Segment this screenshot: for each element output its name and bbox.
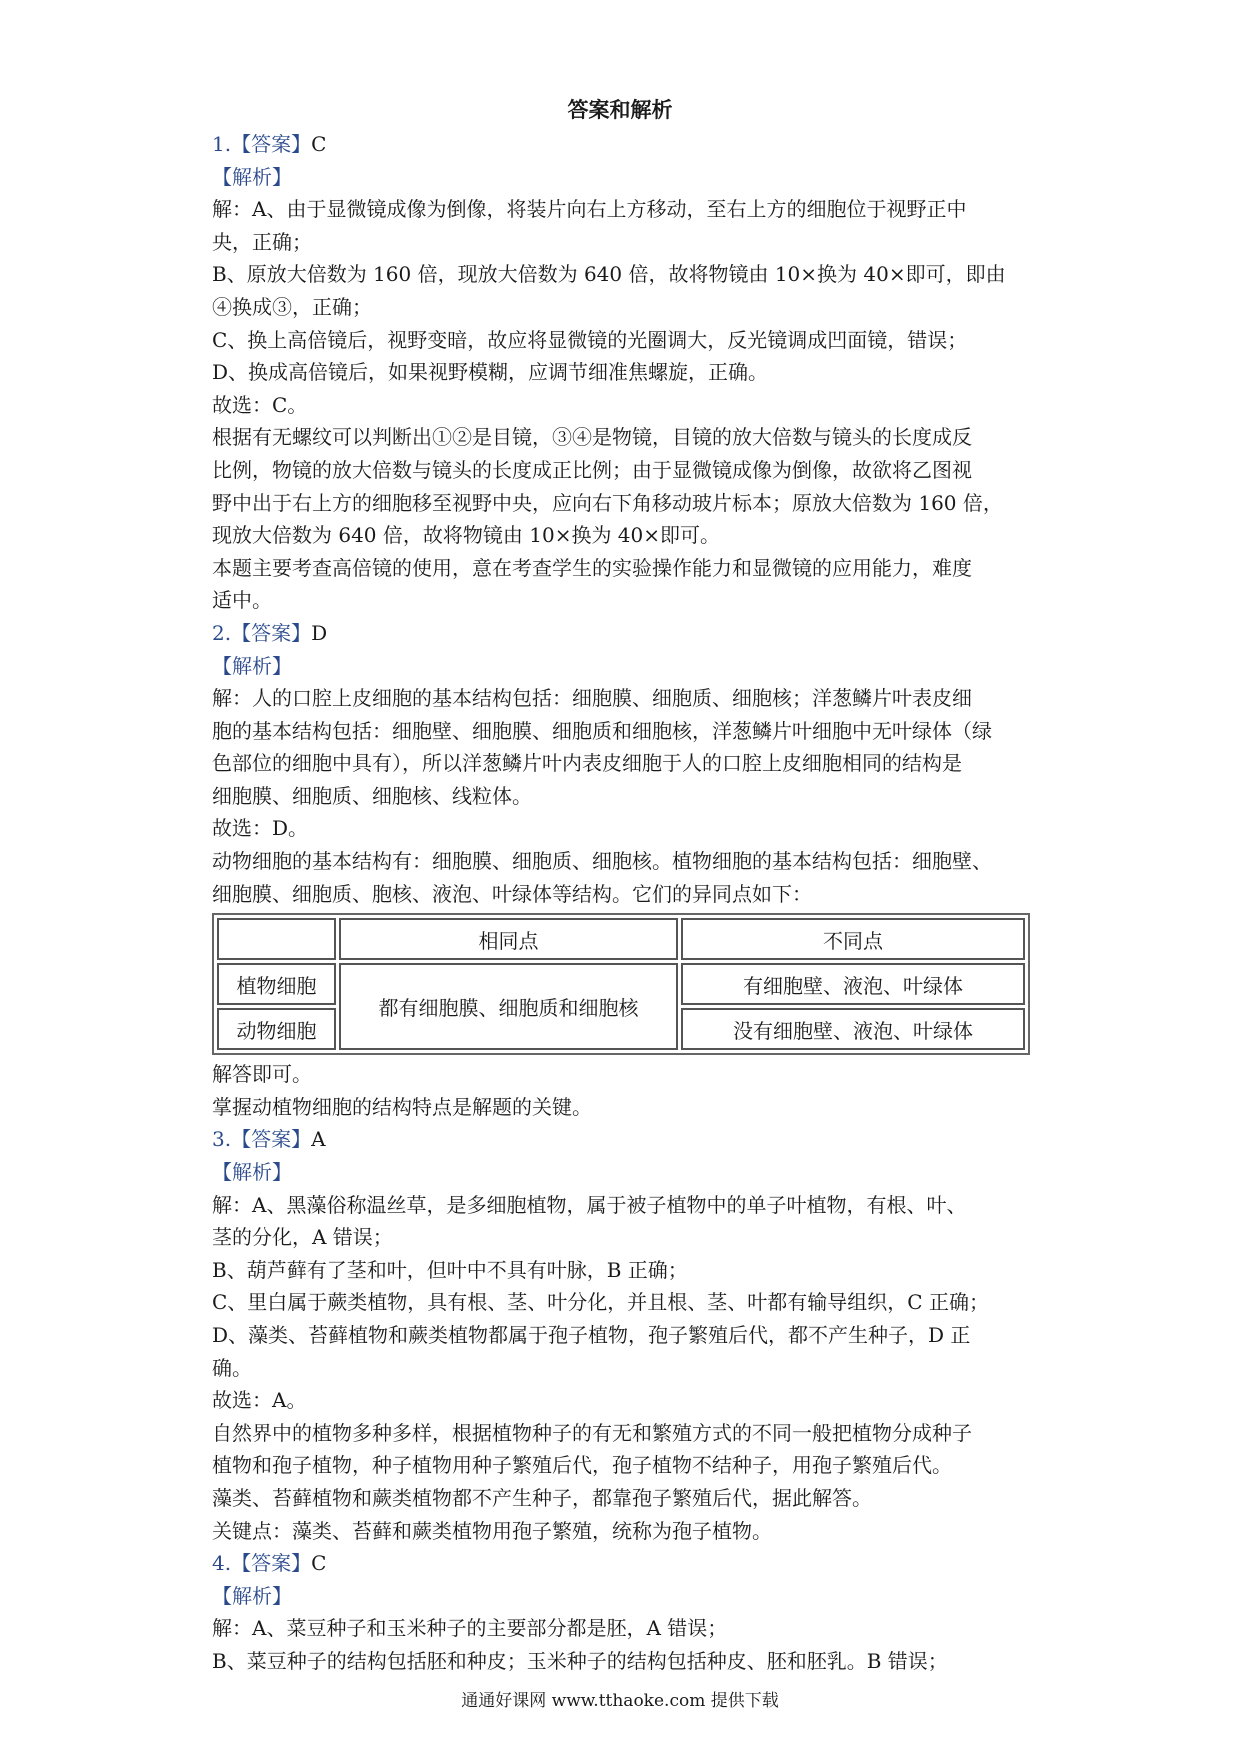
q1-line: C、换上高倍镜后，视野变暗，故应将显微镜的光圈调大，反光镜调成凹面镜，错误；	[212, 327, 968, 352]
q3-line: 解：A、黑藻俗称温丝草，是多细胞植物，属于被子植物中的单子叶植物，有根、叶、	[212, 1192, 967, 1217]
q3-line: 藻类、苔藓植物和蕨类植物都不产生种子，都靠孢子繁殖后代，据此解答。	[212, 1485, 872, 1510]
q2-line: 胞的基本结构包括：细胞壁、细胞膜、细胞质和细胞核，洋葱鳞片叶细胞中无叶绿体（绿	[212, 718, 992, 743]
q1-analysis-tag: 【解析】	[212, 164, 292, 189]
q1-line: 适中。	[212, 588, 272, 613]
q4-analysis-tag: 【解析】	[212, 1583, 292, 1608]
q2-answer-value: D	[311, 620, 328, 645]
q3-line: 茎的分化，A 错误；	[212, 1225, 393, 1250]
q4-answer-line	[212, 1547, 1040, 1580]
q4-line: B、菜豆种子的结构包括胚和种皮；玉米种子的结构包括种皮、胚和胚乳。B 错误；	[212, 1648, 948, 1673]
q3-line: 故选：A。	[212, 1388, 307, 1413]
q2-after-line: 解答即可。	[212, 1062, 312, 1087]
q1-answer-tag: 【答案】	[231, 132, 312, 156]
q1-answer-value: C	[311, 132, 327, 156]
q2-number: 2.	[212, 620, 232, 645]
q1-line: 故选：C。	[212, 392, 308, 417]
q1-line: 央，正确；	[212, 229, 312, 254]
q2-answer-line	[212, 617, 1040, 650]
q3-answer-tag: 【答案】	[231, 1127, 312, 1152]
q1-answer-line	[212, 128, 1040, 161]
cell-comparison-table	[212, 913, 1030, 1055]
q3-line: 确。	[212, 1355, 252, 1380]
q3-analysis-tag: 【解析】	[212, 1160, 292, 1185]
q3-number: 3.	[212, 1127, 232, 1152]
table-header-row	[217, 918, 1025, 960]
q2-line: 动物细胞的基本结构有：细胞膜、细胞质、细胞核。植物细胞的基本结构包括：细胞壁、	[212, 849, 992, 874]
page-footer: 通通好课网 www.tthaoke.com 提供下载	[461, 1691, 779, 1711]
q3-answer-value: A	[311, 1127, 326, 1152]
q2-line: 细胞膜、细胞质、胞核、液泡、叶绿体等结构。它们的异同点如下：	[212, 881, 812, 906]
table-row-label-animal: 动物细胞	[217, 1008, 336, 1050]
q3-line: B、葫芦藓有了茎和叶，但叶中不具有叶脉，B 正确；	[212, 1257, 688, 1282]
q1-line: 本题主要考查高倍镜的使用，意在考查学生的实验操作能力和显微镜的应用能力，难度	[212, 555, 972, 580]
table-row-label-plant: 植物细胞	[217, 963, 336, 1005]
q2-answer-tag: 【答案】	[231, 620, 312, 645]
q1-line: 现放大倍数为 640 倍，故将物镜由 10×换为 40×即可。	[212, 523, 721, 548]
q4-answer-tag: 【答案】	[231, 1551, 312, 1576]
q1-line: ④换成③，正确；	[212, 294, 372, 319]
q2-line: 解：人的口腔上皮细胞的基本结构包括：细胞膜、细胞质、细胞核；洋葱鳞片叶表皮细	[212, 686, 972, 711]
page-title: 答案和解析	[567, 97, 673, 122]
q1-number: 1.	[212, 132, 232, 156]
table-header-blank	[217, 918, 336, 960]
answer-body	[212, 128, 1040, 1678]
table-header-diff: 不同点	[681, 918, 1025, 960]
q1-line: 解：A、由于显微镜成像为倒像，将装片向右上方移动，至右上方的细胞位于视野正中	[212, 197, 967, 222]
q3-line: 植物和孢子植物，种子植物用种子繁殖后代，孢子植物不结种子，用孢子繁殖后代。	[212, 1453, 952, 1478]
q2-line: 色部位的细胞中具有），所以洋葱鳞片叶内表皮细胞于人的口腔上皮细胞相同的结构是	[212, 751, 962, 776]
table-cell-animal-diff: 没有细胞壁、液泡、叶绿体	[681, 1008, 1025, 1050]
q3-line: 自然界中的植物多种多样，根据植物种子的有无和繁殖方式的不同一般把植物分成种子	[212, 1420, 972, 1445]
q3-line: C、里白属于蕨类植物，具有根、茎、叶分化，并且根、茎、叶都有输导组织，C 正确；	[212, 1290, 989, 1315]
table-row	[217, 963, 1025, 1005]
q3-line: 关键点：藻类、苔藓和蕨类植物用孢子繁殖，统称为孢子植物。	[212, 1518, 772, 1543]
q3-line: D、藻类、苔藓植物和蕨类植物都属于孢子植物，孢子繁殖后代，都不产生种子，D 正	[212, 1323, 971, 1347]
q2-line: 细胞膜、细胞质、细胞核、线粒体。	[212, 783, 532, 808]
q3-answer-line	[212, 1123, 1040, 1156]
q4-number: 4.	[212, 1551, 232, 1576]
q1-line: B、原放大倍数为 160 倍，现放大倍数为 640 倍，故将物镜由 10×换为 40×即可，即由	[212, 262, 1006, 287]
q1-line: D、换成高倍镜后，如果视野模糊，应调节细准焦螺旋，正确。	[212, 360, 769, 385]
table-header-same: 相同点	[339, 918, 678, 960]
q4-line: 解：A、菜豆种子和玉米种子的主要部分都是胚，A 错误；	[212, 1616, 728, 1641]
table-cell-plant-diff: 有细胞壁、液泡、叶绿体	[681, 963, 1025, 1005]
q2-after-line: 掌握动植物细胞的结构特点是解题的关键。	[212, 1094, 592, 1119]
q4-answer-value: C	[311, 1551, 327, 1576]
q1-line: 野中出于右上方的细胞移至视野中央，应向右下角移动玻片标本；原放大倍数为 160 倍，	[212, 490, 1003, 515]
q2-line: 故选：D。	[212, 816, 309, 841]
table-cell-same: 都有细胞膜、细胞质和细胞核	[339, 963, 678, 1050]
q1-line: 根据有无螺纹可以判断出①②是目镜，③④是物镜，目镜的放大倍数与镜头的长度成反	[212, 425, 972, 450]
q1-line: 比例，物镜的放大倍数与镜头的长度成正比例；由于显微镜成像为倒像，故欲将乙图视	[212, 457, 972, 482]
q2-analysis-tag: 【解析】	[212, 653, 292, 678]
